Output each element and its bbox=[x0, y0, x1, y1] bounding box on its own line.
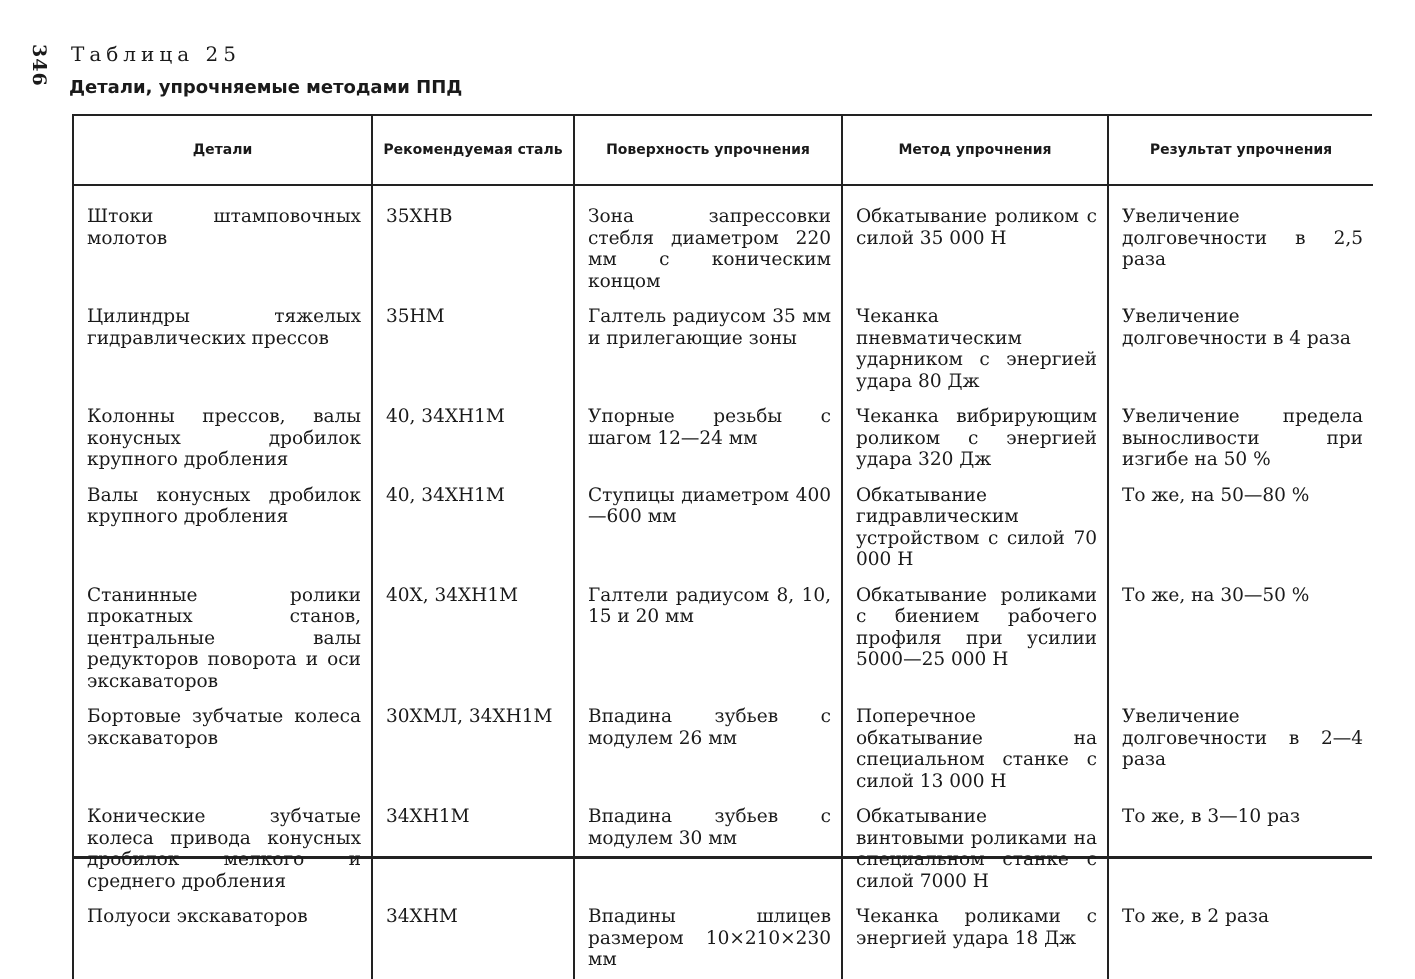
table-row bbox=[73, 400, 1373, 479]
cell-result: Увеличение долговечности в 2—4 раза bbox=[1108, 700, 1373, 800]
cell-result: То же, на 30—50 % bbox=[1108, 579, 1373, 701]
cell-surface: Ступицы диаметром 400—600 мм bbox=[574, 479, 842, 579]
cell-steel: 35НМ bbox=[372, 300, 574, 400]
cell-method: Поперечное обкатывание на специальном станке с силой 13 000 Н bbox=[842, 700, 1108, 800]
cell-result: Увеличение предела выносливости при изгибе на 50 % bbox=[1108, 400, 1373, 479]
cell-method: Обкатывание винтовыми роликами на специальном станке с силой 7000 Н bbox=[842, 800, 1108, 900]
page-number: 346 bbox=[28, 44, 50, 87]
cell-steel: 40, 34ХН1М bbox=[372, 400, 574, 479]
cell-result: Увеличение долговечности в 4 раза bbox=[1108, 300, 1373, 400]
cell-part: Колонны прессов, валы конусных дробилок крупного дробления bbox=[73, 400, 372, 479]
cell-method: Чеканка вибрирующим роликом с энергией удара 320 Дж bbox=[842, 400, 1108, 479]
cell-part: Станинные ролики прокатных станов, центральные валы редукторов поворота и оси экскаваторов bbox=[73, 579, 372, 701]
cell-method: Обкатывание роликом с силой 35 000 Н bbox=[842, 185, 1108, 300]
cell-part: Цилиндры тяжелых гидравлических прессов bbox=[73, 300, 372, 400]
cell-steel: 30ХМЛ, 34ХН1М bbox=[372, 700, 574, 800]
table-row bbox=[73, 700, 1373, 800]
cell-method: Чеканка роликами с энергией удара 18 Дж bbox=[842, 900, 1108, 979]
header-steel: Рекомендуемая сталь bbox=[372, 116, 574, 185]
cell-method: Обкатывание роликами с биением рабочего профиля при усилии 5000—25 000 Н bbox=[842, 579, 1108, 701]
cell-part: Валы конусных дробилок крупного дробления bbox=[73, 479, 372, 579]
parts-table bbox=[72, 116, 1373, 979]
cell-part: Штоки штамповочных молотов bbox=[73, 185, 372, 300]
cell-surface: Впадины шлицев размером 10×210×230 мм bbox=[574, 900, 842, 979]
header-result: Результат упрочнения bbox=[1108, 116, 1373, 185]
table-row bbox=[73, 900, 1373, 979]
cell-part: Полуоси экскаваторов bbox=[73, 900, 372, 979]
cell-steel: 34ХНМ bbox=[372, 900, 574, 979]
header-method: Метод упрочнения bbox=[842, 116, 1108, 185]
table-title: Детали, упрочняемые методами ППД bbox=[69, 77, 463, 98]
cell-surface: Впадина зубьев с модулем 30 мм bbox=[574, 800, 842, 900]
cell-method: Обкатывание гидравлическим устройством с силой 70 000 Н bbox=[842, 479, 1108, 579]
cell-method: Чеканка пневматическим ударником с энергией удара 80 Дж bbox=[842, 300, 1108, 400]
table-caption: Таблица 25 bbox=[71, 42, 241, 66]
cell-steel: 34ХН1М bbox=[372, 800, 574, 900]
table-row bbox=[73, 579, 1373, 701]
header-part: Детали bbox=[73, 116, 372, 185]
cell-steel: 40Х, 34ХН1М bbox=[372, 579, 574, 701]
cell-surface: Впадина зубьев с модулем 26 мм bbox=[574, 700, 842, 800]
cell-result: То же, в 2 раза bbox=[1108, 900, 1373, 979]
table-row bbox=[73, 185, 1373, 300]
table-header-row bbox=[73, 116, 1373, 185]
cell-surface: Галтель радиусом 35 мм и прилегающие зоны bbox=[574, 300, 842, 400]
cell-part: Бортовые зубчатые колеса экскаваторов bbox=[73, 700, 372, 800]
cell-part: Конические зубчатые колеса привода конусных дробилок мелкого и среднего дробления bbox=[73, 800, 372, 900]
header-surface: Поверхность упрочнения bbox=[574, 116, 842, 185]
cell-surface: Зона запрессовки стебля диаметром 220 мм с коническим концом bbox=[574, 185, 842, 300]
cell-surface: Галтели радиусом 8, 10, 15 и 20 мм bbox=[574, 579, 842, 701]
cell-result: То же, на 50—80 % bbox=[1108, 479, 1373, 579]
table-row bbox=[73, 479, 1373, 579]
cell-result: То же, в 3—10 раз bbox=[1108, 800, 1373, 900]
cell-surface: Упорные резьбы с шагом 12—24 мм bbox=[574, 400, 842, 479]
table-row bbox=[73, 800, 1373, 900]
cell-steel: 40, 34ХН1М bbox=[372, 479, 574, 579]
table-row bbox=[73, 300, 1373, 400]
parts-table-container bbox=[72, 114, 1372, 970]
cell-result: Увеличение долговечности в 2,5 раза bbox=[1108, 185, 1373, 300]
cell-steel: 35ХНВ bbox=[372, 185, 574, 300]
